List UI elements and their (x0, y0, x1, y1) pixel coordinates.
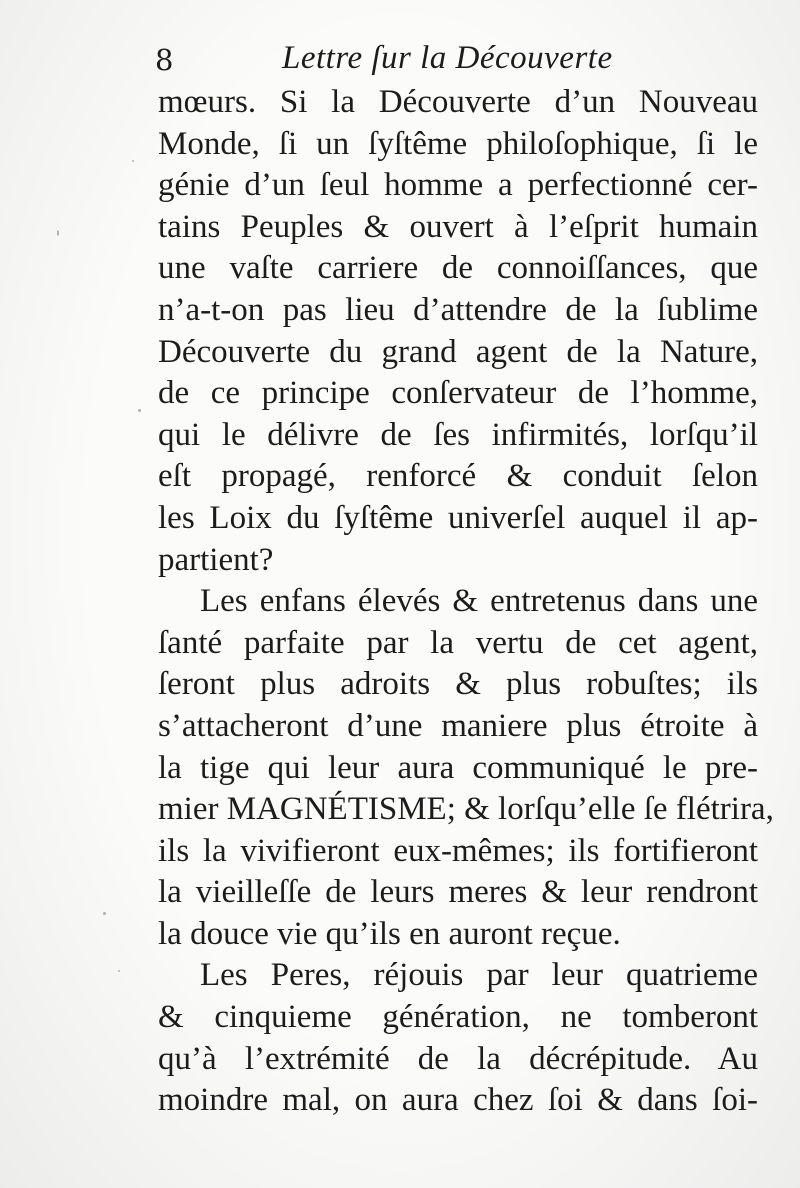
text-line: la douce vie qu’ils en auront reçue. (158, 915, 621, 952)
paper-speck (57, 230, 59, 236)
page-number: 8 (155, 43, 174, 77)
text-line: eſt propagé, renforcé & conduit ſelon (158, 458, 758, 495)
text-line: ſeront plus adroits & plus robuſtes; ils (158, 666, 758, 703)
text-line: ſanté parfaite par la vertu de cet agent, (158, 624, 758, 661)
text-line: Les Peres, réjouis par leur quatrieme (200, 957, 758, 994)
text-line: Monde, ſi un ſyſtême philoſophique, ſi le (158, 125, 758, 162)
text-line: ils la vivifieront eux-mêmes; ils fortifieront (158, 832, 758, 869)
text-line: de ce principe conſervateur de l’homme, (158, 375, 758, 412)
body-text (158, 82, 774, 1122)
text-line: mier MAGNÉTISME; & lorſqu’elle ſe flétrira, (158, 791, 774, 828)
text-line: tains Peuples & ouvert à l’eſprit humain (158, 208, 758, 245)
page-header (155, 38, 675, 88)
text-line: mœurs. Si la Découverte d’un Nouveau (158, 84, 758, 120)
text-line: Découverte du grand agent de la Nature, (158, 333, 758, 370)
paper-speck (132, 160, 134, 162)
text-line: partient? (158, 541, 274, 578)
text-line: génie d’un ſeul homme a perfectionné cer- (158, 167, 758, 204)
text-line: une vaſte carriere de connoiſſances, que (158, 250, 758, 287)
running-head: Lettre ſur la Découverte (282, 40, 613, 76)
text-line: la vieilleſſe de leurs meres & leur rendront (158, 874, 758, 911)
text-line: qui le délivre de ſes infirmités, lorſqu’il (158, 416, 758, 453)
paper-speck (138, 409, 141, 412)
paper-speck (118, 970, 120, 972)
text-line: n’a-t-on pas lieu d’attendre de la ſublime (158, 291, 758, 328)
text-line: moindre mal, on aura chez ſoi & dans ſoi- (158, 1082, 758, 1119)
text-line: la tige qui leur aura communiqué le pre- (158, 749, 758, 786)
text-line: s’attacheront d’une maniere plus étroite à (158, 707, 758, 744)
text-line: les Loix du ſyſtême univerſel auquel il ap- (158, 499, 758, 536)
paper-speck (103, 912, 106, 915)
text-line: & cinquieme génération, ne tomberont (158, 999, 758, 1036)
text-line: Les enfans élevés & entretenus dans une (200, 583, 758, 620)
text-line: qu’à l’extrémité de la décrépitude. Au (158, 1040, 758, 1077)
